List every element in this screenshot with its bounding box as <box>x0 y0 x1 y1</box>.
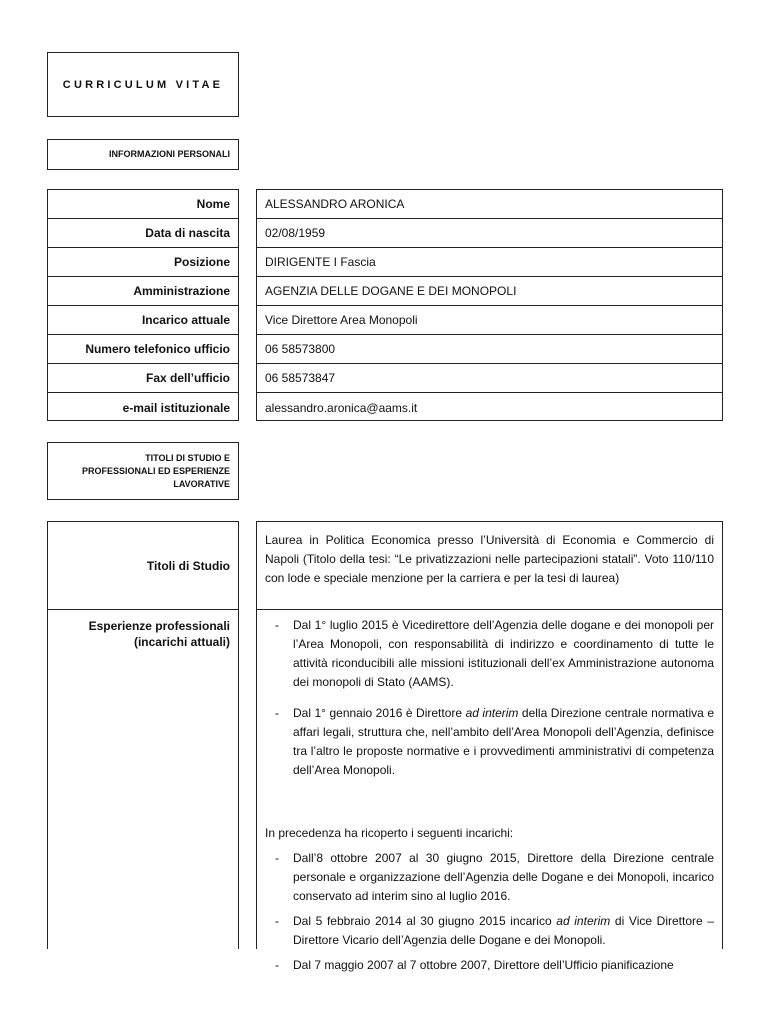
label-administration: Amministrazione <box>48 277 238 306</box>
titles-labels <box>47 521 239 949</box>
personal-labels <box>47 189 239 421</box>
personal-values <box>256 189 723 421</box>
value-name: ALESSANDRO ARONICA <box>257 190 722 219</box>
titles-values <box>256 521 723 972</box>
label-position: Posizione <box>48 248 238 277</box>
list-item: - Dal 1° luglio 2015 è Vicedirettore dell’Agenzia delle dogane e dei monopoli per l’Area Monopoli, con responsabilità di indirizzo e coordinamento di tutte le attività riconducibili alle missioni istituzionali dell’ex Amministrazione autonoma dei monopoli di Stato (AAMS). <box>275 618 714 689</box>
label-experience <box>48 610 238 650</box>
personal-info-heading <box>47 139 239 170</box>
cv-title: CURRICULUM VITAE <box>47 52 239 117</box>
value-birthdate: 02/08/1959 <box>257 219 722 248</box>
value-fax: 06 58573847 <box>257 364 722 393</box>
list-item: - Dal 5 febbraio 2014 al 30 giugno 2015 incarico ad interim di Vice Direttore – Direttore Vicario dell’Agenzia delle Dogane e dei Monopoli. <box>275 914 714 947</box>
value-current-role: Vice Direttore Area Monopoli <box>257 306 722 335</box>
value-position: DIRIGENTE I Fascia <box>257 248 722 277</box>
value-phone: 06 58573800 <box>257 335 722 364</box>
label-study: Titoli di Studio <box>48 522 238 610</box>
label-phone: Numero telefonico ufficio <box>48 335 238 364</box>
value-email[interactable]: alessandro.aronica@aams.it <box>265 400 418 415</box>
titles-heading-line-2: PROFESSIONALI ED ESPERIENZE <box>81 465 230 476</box>
titles-heading <box>47 442 239 500</box>
label-name: Nome <box>48 190 238 219</box>
label-fax: Fax dell’ufficio <box>48 364 238 393</box>
list-item: - Dal 1° gennaio 2016 è Direttore ad interim della Direzione centrale normativa e affari legali, struttura che, nell’ambito dell’Area Monopoli dell’Agenzia, definisce tra l’altro le proposte normative e i provvedimenti amministrativi di competenza dell’Area Monopoli. <box>275 706 715 777</box>
personal-info-label: INFORMAZIONI PERSONALI <box>109 149 230 159</box>
label-experience-line-2: (incarichi attuali) <box>133 635 230 649</box>
current-roles-list <box>265 616 714 780</box>
label-current-role: Incarico attuale <box>48 306 238 335</box>
experience-text <box>257 610 722 975</box>
label-experience-line-1: Esperienze professionali <box>88 619 230 633</box>
titles-heading-line-1: TITOLI DI STUDIO E <box>145 452 230 463</box>
label-email: e-mail istituzionale <box>122 400 230 415</box>
list-item: - Dall’8 ottobre 2007 al 30 giugno 2015, Direttore della Direzione centrale personale e organizzazione dell’Agenzia delle Dogane e dei Monopoli, incarico conservato ad interim sino al luglio 2016. <box>275 851 714 903</box>
previous-roles-intro: In precedenza ha ricoperto i seguenti incarichi: <box>265 826 514 840</box>
previous-roles-list <box>265 849 714 975</box>
titles-heading-line-3: LAVORATIVE <box>173 478 230 489</box>
label-birthdate: Data di nascita <box>48 219 238 248</box>
value-administration: AGENZIA DELLE DOGANE E DEI MONOPOLI <box>257 277 722 306</box>
list-item: - Dal 7 maggio 2007 al 7 ottobre 2007, Direttore dell’Ufficio pianificazione <box>275 958 674 972</box>
study-text: Laurea in Politica Economica presso l’Università di Economia e Commercio di Napoli (Titolo della tesi: “Le privatizzazioni nelle partecipazioni statali”. Voto 110/110 con lode e speciale menzione per la carriera e per la tesi di laurea) <box>257 522 722 610</box>
